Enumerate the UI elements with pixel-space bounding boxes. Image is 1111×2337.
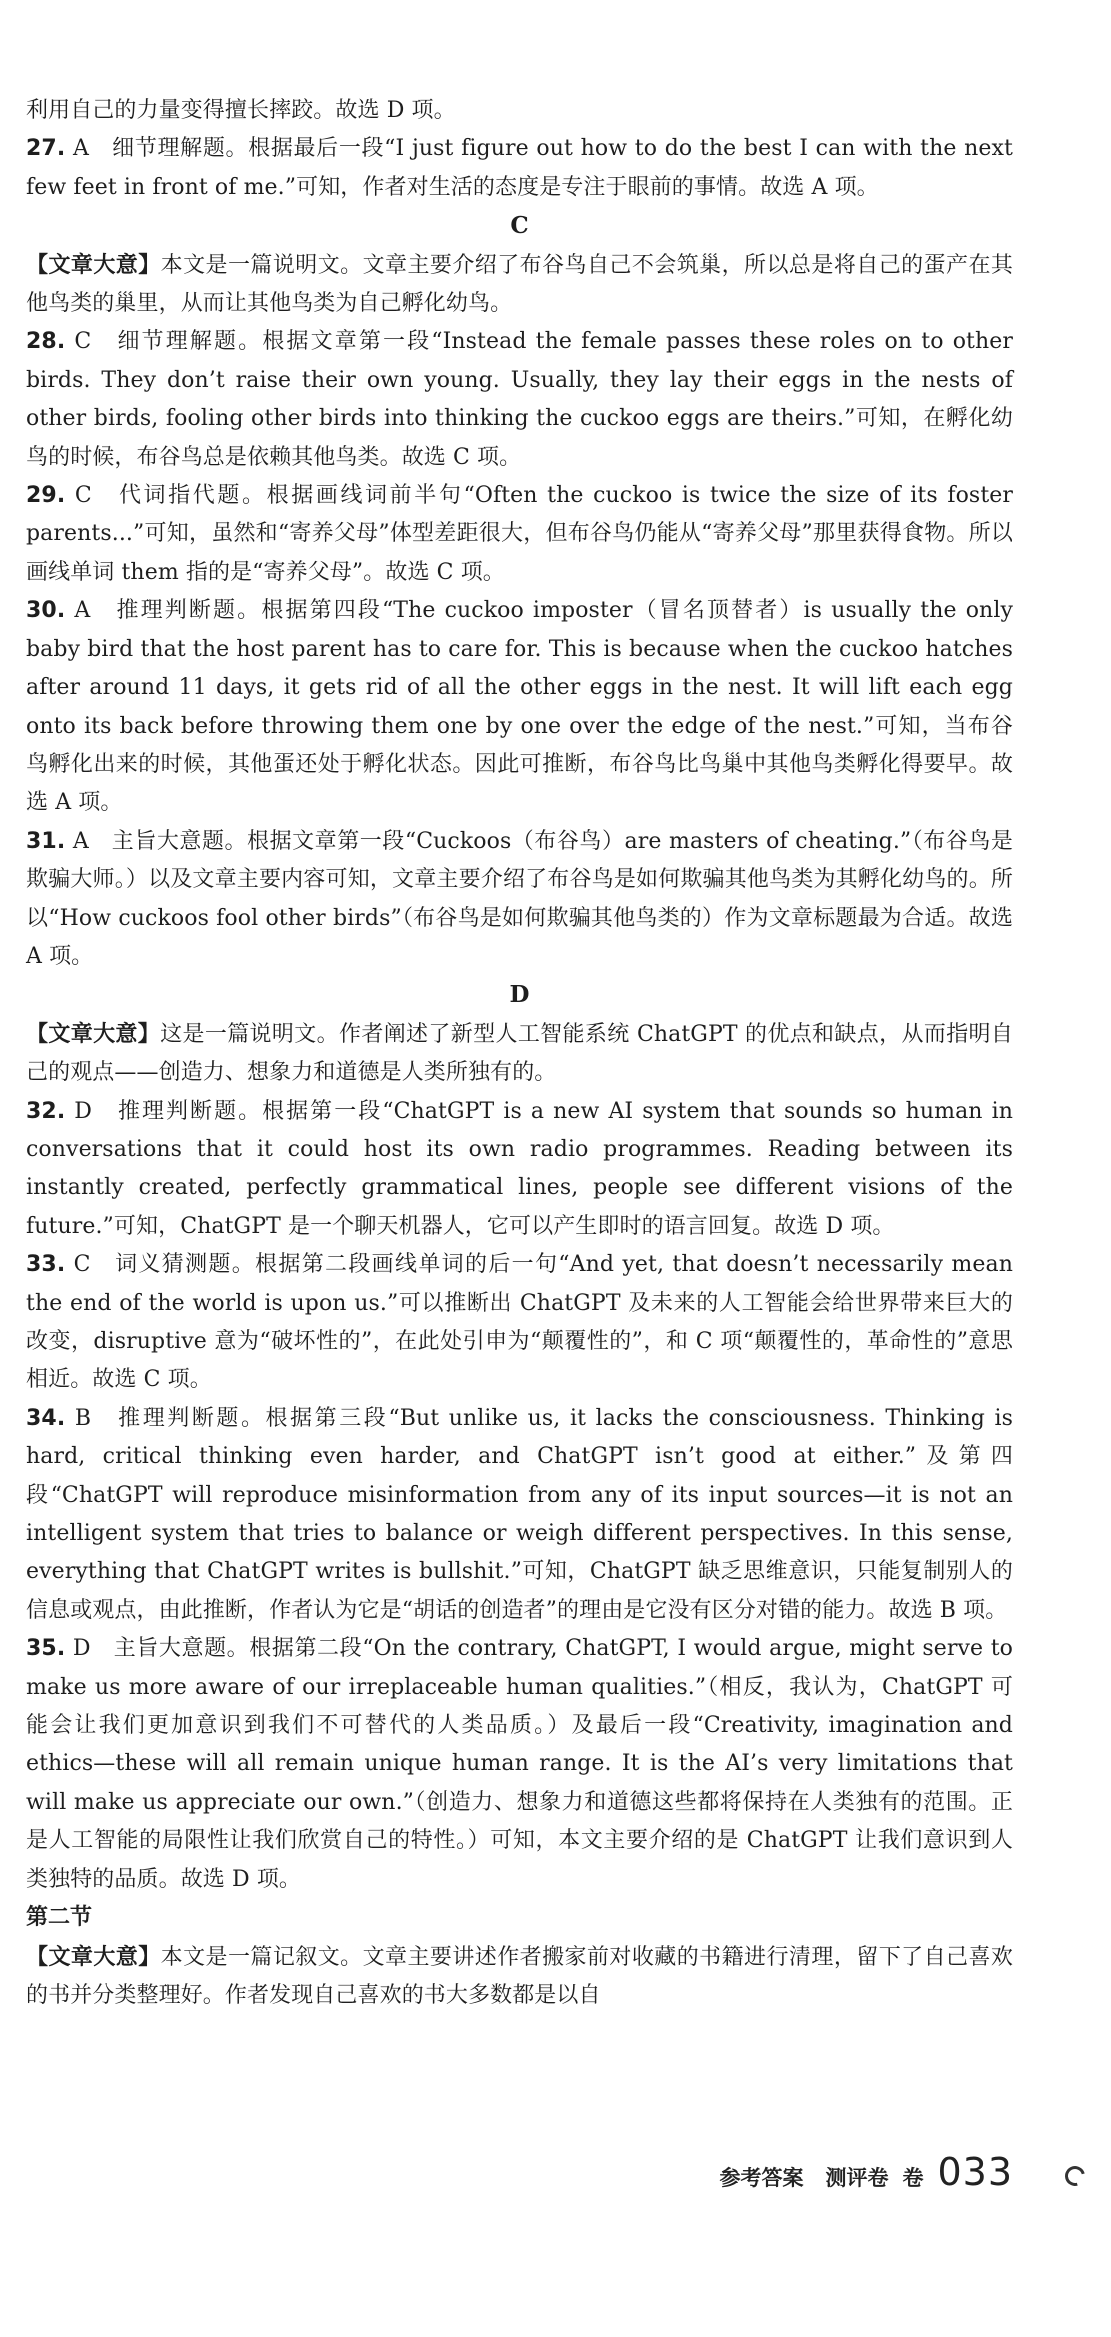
corner-mark-icon <box>1061 2162 1088 2189</box>
answer-explanation <box>26 823 1013 977</box>
paragraph-text: 本文是一篇记叙文。文章主要讲述作者搬家前对收藏的书籍进行清理，留下了自己喜欢的书并分类整理好。作者发现自己喜欢的书大多数都是以自 <box>26 1944 1013 2008</box>
answer-explanation <box>26 1630 1013 1899</box>
question-number: 35. <box>26 1636 66 1662</box>
paragraph-text: A 主旨大意题。根据文章第一段“Cuckoos（布谷鸟）are masters of cheating.”（布谷鸟是欺骗大师。）以及文章主要内容可知，文章主要介绍了布谷鸟是如何欺骗其他鸟类为其孵化幼鸟的。所以“How cuckoos fool other birds”（布谷鸟是如何欺骗其他鸟类的）作为文章标题最为合适。故选 A 项。 <box>26 828 1013 969</box>
subsection-heading: 第二节 <box>26 1905 93 1931</box>
question-number: 29. <box>26 483 66 509</box>
paragraph-text: B 推理判断题。根据第三段“But unlike us, it lacks the consciousness. Thinking is hard, critical thinking even harder, and ChatGPT isn’t good at either.”及第四段“ChatGPT will reproduce misinformation from any of its input sources—it is not an intelligent system that tries to balance or weigh different perspectives. In this sense, everything that ChatGPT writes is bullshit.”可知，ChatGPT 缺乏思维意识，只能复制别人的信息或观点，由此推断，作者认为它是“胡话的创造者”的理由是它没有区分对错的能力。故选 B 项。 <box>26 1405 1013 1623</box>
answer-explanation <box>26 477 1013 592</box>
question-number: 27. <box>26 136 66 162</box>
question-number: 28. <box>26 329 66 355</box>
summary-tag: 【文章大意】 <box>26 1943 161 1970</box>
question-number: 31. <box>26 828 66 854</box>
footer-label-test: 测评卷 <box>825 2166 889 2190</box>
answer-content <box>26 92 1013 2015</box>
question-number: 33. <box>26 1252 66 1278</box>
question-number: 32. <box>26 1098 66 1124</box>
footer-label-answers: 参考答案 <box>719 2166 804 2190</box>
question-number: 34. <box>26 1405 66 1431</box>
answer-explanation <box>26 92 1013 130</box>
footer-label-volume: 卷 <box>902 2166 924 2190</box>
paragraph-text: D 推理判断题。根据第一段“ChatGPT is a new AI system that sounds so human in conversations that it could host its own radio programmes. Reading between its instantly created, perfectly grammatical lines, people see different visions of the future.”可知，ChatGPT 是一个聊天机器人，它可以产生即时的语言回复。故选 D 项。 <box>26 1098 1013 1239</box>
section-heading: C <box>510 212 529 240</box>
passage-summary <box>26 1015 1013 1093</box>
paragraph-text: D 主旨大意题。根据第二段“On the contrary, ChatGPT, I would argue, might serve to make us more aware of our irreplaceable human qualities.”（相反，我认为，ChatGPT 可能会让我们更加意识到我们不可替代的人类品质。）及最后一段“Creativity, imagination and ethics—these will all remain unique human range. It is the AI’s very limitations that will make us appreciate our own.”（创造力、想象力和道德这些都将保持在人类独有的范围。正是人工智能的局限性让我们欣赏自己的特性。）可知，本文主要介绍的是 ChatGPT 让我们意识到人类独特的品质。故选 D 项。 <box>26 1636 1013 1892</box>
passage-summary <box>26 1938 1013 2016</box>
paragraph-text: A 推理判断题。根据第四段“The cuckoo imposter（冒名顶替者）is usually the only baby bird that the host parent has to care for. This is because when the cuckoo hatches after around 11 days, it gets rid of all the other eggs in the nest. It will lift each egg onto its back before throwing them one by one over the edge of the nest.”可知，当布谷鸟孵化出来的时候，其他蛋还处于孵化状态。因此可推断，布谷鸟比鸟巢中其他鸟类孵化得要早。故选 A 项。 <box>26 598 1013 816</box>
summary-tag: 【文章大意】 <box>26 1020 161 1047</box>
paragraph-text: A 细节理解题。根据最后一段“I just figure out how to do the best I can with the next few feet in front of me.”可知，作者对生活的态度是专注于眼前的事情。故选 A 项。 <box>26 136 1013 200</box>
answer-explanation <box>26 1093 1013 1247</box>
passage-summary <box>26 246 1013 324</box>
paragraph-text: C 细节理解题。根据文章第一段“Instead the female passes these roles on to other birds. They don’t raise their own young. Usually, they lay their eggs in the nests of other birds, fooling other birds into thinking the cuckoo eggs are theirs.”可知，在孵化幼鸟的时候，布谷鸟总是依赖其他鸟类。故选 C 项。 <box>26 329 1013 470</box>
paragraph-text: C 词义猜测题。根据第二段画线单词的后一句“And yet, that doesn’t necessarily mean the end of the world is upon us.”可以推断出 ChatGPT 及未来的人工智能会给世界带来巨大的改变，disruptive 意为“破坏性的”，在此处引申为“颠覆性的”，和 C 项“颠覆性的，革命性的”意思相近。故选 C 项。 <box>26 1252 1013 1393</box>
question-number: 30. <box>26 598 66 624</box>
page-number: 033 <box>937 2150 1013 2194</box>
answer-explanation <box>26 130 1013 207</box>
summary-tag: 【文章大意】 <box>26 251 161 278</box>
paragraph-text: 这是一篇说明文。作者阐述了新型人工智能系统 ChatGPT 的优点和缺点，从而指明自己的观点——创造力、想象力和道德是人类所独有的。 <box>26 1021 1013 1086</box>
answer-explanation <box>26 592 1013 822</box>
paragraph-text: C 代词指代题。根据画线词前半句“Often the cuckoo is twice the size of its foster parents...”可知，虽然和“寄养父母”体型差距很大，但布谷鸟仍能从“寄养父母”那里获得食物。所以画线单词 them 指的是“寄养父母”。故选 C 项。 <box>26 483 1013 585</box>
answer-explanation <box>26 1400 1013 1630</box>
answer-explanation <box>26 1246 1013 1400</box>
paragraph-text: 利用自己的力量变得擅长摔跤。故选 D 项。 <box>26 98 456 123</box>
answer-explanation <box>26 323 1013 477</box>
page-footer <box>719 2150 1013 2194</box>
section-heading: D <box>509 981 530 1009</box>
paragraph-text: 本文是一篇说明文。文章主要介绍了布谷鸟自己不会筑巢，所以总是将自己的蛋产在其他鸟类的巢里，从而让其他鸟类为自己孵化幼鸟。 <box>26 252 1013 317</box>
